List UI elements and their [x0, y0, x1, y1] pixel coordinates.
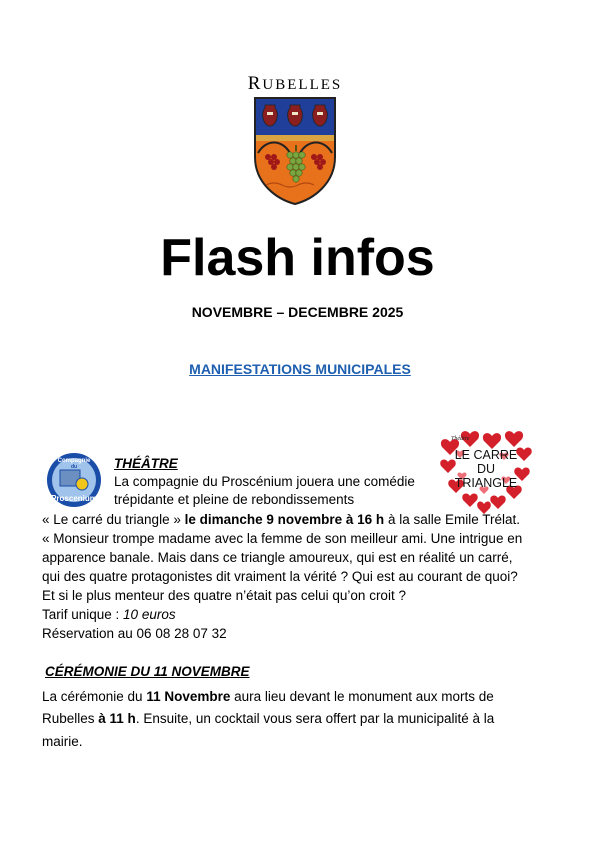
ceremony-line2	[42, 710, 494, 728]
ceremony-line3: mairie.	[42, 734, 83, 749]
town-name-rest: UBELLES	[262, 77, 343, 93]
theatre-heading: THÉÂTRE	[114, 456, 178, 471]
logo-text-line1: Compagnie	[57, 458, 91, 464]
coat-of-arms-icon	[252, 95, 338, 207]
section-heading: MANIFESTATIONS MUNICIPALES	[189, 361, 411, 377]
period-subtitle: NOVEMBRE – DECEMBRE 2025	[191, 304, 404, 320]
synopsis-line2: apparence banale. Mais dans ce triangle amoureux, qui est en réalité un carré,	[42, 550, 513, 565]
logo-text-line2: du	[70, 464, 78, 470]
ceremony-line1-a: La cérémonie du	[42, 689, 147, 704]
price-label: Tarif unique :	[42, 607, 124, 622]
page-title: Flash infos	[160, 229, 435, 287]
theatre-intro-line2: trépidante et pleine de rebondissements	[114, 492, 355, 507]
synopsis-line3: qui des quatre protagonistes dit vraiment la vérité ? Qui est au courant de quoi?	[42, 569, 518, 584]
play-date: le dimanche 9 novembre à 16 h	[184, 512, 385, 527]
town-name	[244, 73, 346, 94]
logo-text-line3: Proscenium	[51, 494, 97, 503]
ceremony-date: 11 Novembre	[146, 689, 231, 704]
play-title: « Le carré du triangle »	[42, 512, 185, 527]
ceremony-line2-c: . Ensuite, un cocktail vous sera offert par la municipalité à la	[135, 711, 495, 726]
synopsis-line4: Et si le plus menteur des quatre n’était pas celui qu’on croit ?	[42, 588, 406, 603]
heart-logo-tag: Théâtre	[451, 436, 470, 442]
heart-logo-line1: LE CARRE	[454, 448, 518, 462]
town-name-initial: R	[247, 73, 263, 94]
price-value: 10 euros	[123, 607, 176, 622]
ceremony-line2-a: Rubelles	[42, 711, 99, 726]
ceremony-line1	[42, 688, 494, 706]
price-line	[42, 606, 176, 624]
town-crest-block	[244, 73, 346, 207]
theatre-intro-line1: La compagnie du Proscénium jouera une comédie	[114, 474, 415, 489]
heart-logo-line2: DU	[476, 462, 496, 476]
heart-logo-line3: TRIANGLE	[454, 476, 518, 490]
heart-logo-text	[440, 448, 532, 490]
proscenium-company-logo-icon	[46, 452, 102, 508]
play-venue: à la salle Emile Trélat.	[384, 512, 520, 527]
ceremony-time: à 11 h	[98, 711, 136, 726]
ceremony-heading: CÉRÉMONIE DU 11 NOVEMBRE	[45, 664, 250, 679]
theatre-date-line	[42, 511, 520, 529]
synopsis-line1: « Monsieur trompe madame avec la femme de son meilleur ami. Une intrigue en	[42, 531, 523, 546]
reservation-line: Réservation au 06 08 28 07 32	[42, 626, 227, 641]
ceremony-line1-c: aura lieu devant le monument aux morts de	[230, 689, 494, 704]
